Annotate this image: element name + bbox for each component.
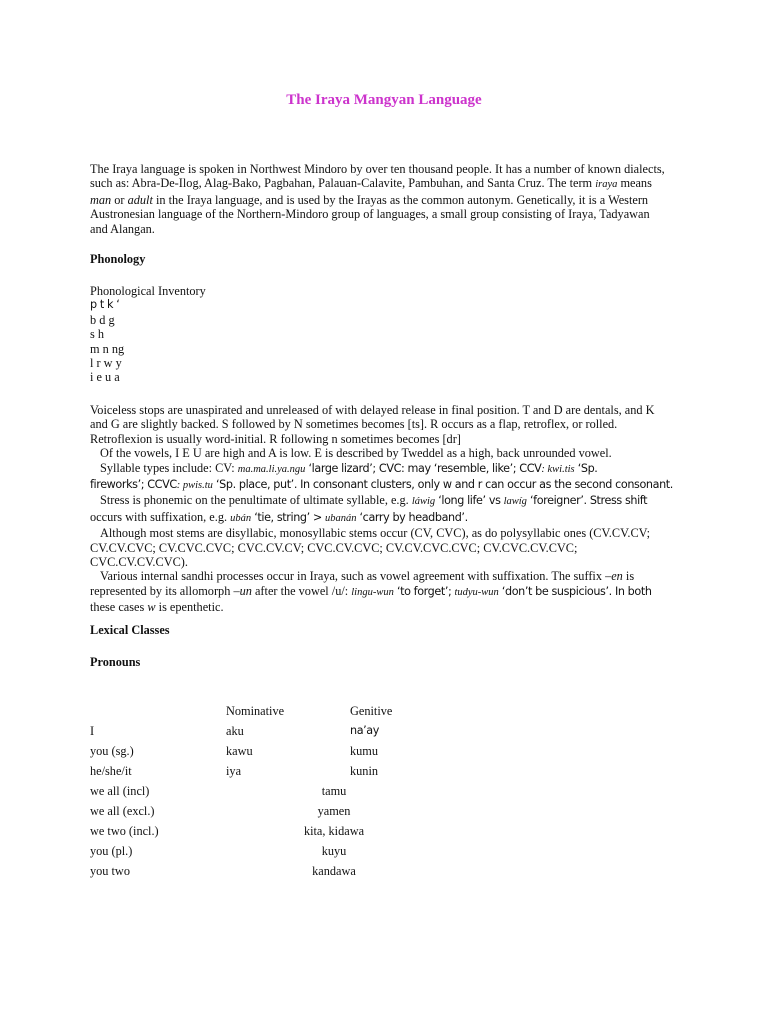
person-cell: we all (incl) bbox=[90, 784, 150, 798]
intro-line-3 bbox=[90, 193, 680, 207]
nominative-cell: aku bbox=[226, 724, 244, 738]
stress-line bbox=[90, 510, 680, 526]
inventory-row: m n ng bbox=[90, 341, 125, 356]
intro-line-4: Austronesian language of the Northern-Mindoro group of languages, a small group consisting of Iraya, Tadyawan bbox=[90, 207, 650, 222]
text-span: ‘Sp. place, put’. In consonant clusters, only w and r can occur as the second consonant. bbox=[216, 478, 673, 492]
shared-form-cell: yamen bbox=[317, 804, 351, 818]
shared-form-cell: tamu bbox=[321, 784, 347, 798]
text-span: is epenthetic. bbox=[158, 600, 224, 615]
example-word: tudyu-wun bbox=[454, 586, 499, 598]
description-line: Voiceless stops are unaspirated and unreleased of with delayed release in final position. T and D are dentals, and K bbox=[90, 403, 655, 417]
person-cell: you two bbox=[90, 864, 130, 878]
table-row bbox=[90, 844, 690, 864]
text-span: these cases bbox=[90, 600, 145, 615]
document-title: The Iraya Mangyan Language bbox=[286, 92, 482, 108]
shared-form-cell: kita, kidawa bbox=[303, 824, 365, 838]
intro-text: or bbox=[114, 192, 125, 207]
shared-form-cell: kandawa bbox=[312, 864, 356, 878]
table-row bbox=[90, 744, 690, 764]
intro-line-2 bbox=[90, 176, 680, 192]
syllable-types-line bbox=[90, 461, 680, 477]
phonological-inventory bbox=[90, 284, 680, 385]
person-cell: you (pl.) bbox=[90, 844, 133, 858]
sandhi-line bbox=[90, 584, 680, 600]
text-span: ‘carry by headband’. bbox=[359, 510, 468, 524]
genitive-cell: na’ay bbox=[350, 724, 379, 737]
shared-form-cell: kuyu bbox=[321, 844, 347, 858]
person-cell: he/she/it bbox=[90, 764, 132, 778]
text-span: Various internal sandhi processes occur in Iraya, such as vowel agreement with suffixation. The suffix bbox=[100, 569, 602, 584]
text-span: ‘tie, string’ > bbox=[254, 510, 322, 524]
person-cell: I bbox=[90, 724, 95, 738]
syllable-types-line bbox=[90, 477, 680, 493]
text-span: ‘foreigner’. Stress shift bbox=[530, 494, 648, 508]
stress-line bbox=[90, 493, 680, 509]
intro-text: in the Iraya language, and is used by the Irayas as the common autonym. Genetically, it is a Western bbox=[155, 192, 649, 207]
table-row bbox=[90, 784, 690, 804]
description-line: CV.CV.CVC; CV.CVC.CVC; CVC.CV.CV; CVC.CV.CVC; CV.CV.CVC.CVC; CV.CVC.CV.CVC; bbox=[90, 540, 578, 555]
text-span: ‘long life’ vs bbox=[438, 494, 501, 508]
inventory-row: p t k ‘ bbox=[90, 298, 120, 312]
example-word: : pwis.tu bbox=[176, 480, 213, 492]
heading-phonology: Phonology bbox=[90, 252, 146, 266]
heading-lexical-classes: Lexical Classes bbox=[90, 623, 170, 637]
example-word: ubán bbox=[230, 512, 252, 524]
text-span: is bbox=[625, 569, 635, 584]
person-cell: you (sg.) bbox=[90, 744, 134, 758]
example-word: –un bbox=[233, 583, 252, 598]
description-line: CVC.CV.CV.CVC). bbox=[90, 555, 188, 570]
text-span: fireworks’; CCVC bbox=[90, 478, 177, 492]
text-span: occurs with suffixation, e.g. bbox=[90, 509, 228, 524]
term-man: man bbox=[90, 192, 112, 207]
table-row bbox=[90, 724, 690, 744]
person-cell: we all (excl.) bbox=[90, 804, 155, 818]
inventory-row: b d g bbox=[90, 312, 115, 327]
example-word: –en bbox=[605, 569, 623, 584]
description-line: Of the vowels, I E U are high and A is low. E is described by Tweddel as a high, back unrounded vowel. bbox=[100, 446, 612, 461]
text-span: represented by its allomorph bbox=[90, 583, 231, 598]
text-span: ‘large lizard’; CVC: may ‘resemble, like’; CCV bbox=[308, 461, 542, 475]
nominative-cell: iya bbox=[226, 764, 242, 778]
table-row bbox=[90, 824, 690, 844]
intro-text: means bbox=[620, 176, 652, 191]
heading-pronouns: Pronouns bbox=[90, 655, 141, 669]
table-row bbox=[90, 804, 690, 824]
table-row bbox=[90, 764, 690, 784]
sandhi-line bbox=[90, 600, 680, 614]
intro-line-1: The Iraya language is spoken in Northwest Mindoro by over ten thousand people. It has a number of known dialects, bbox=[90, 162, 665, 176]
text-span: Syllable types include: CV: bbox=[100, 460, 235, 475]
table-header-row bbox=[90, 704, 690, 724]
example-word: ma.ma.li.ya.ngu bbox=[237, 463, 306, 475]
description-line: Retroflexion is usually word-initial. R following n sometimes becomes [dr] bbox=[90, 431, 461, 446]
col-nominative-header: Nominative bbox=[226, 704, 285, 718]
intro-line-5: and Alangan. bbox=[90, 221, 155, 236]
description-line: and G are slightly backed. S followed by N sometimes becomes [ts]. R occurs as a flap, retroflex, or rolled. bbox=[90, 417, 618, 432]
sandhi-line bbox=[90, 569, 680, 583]
inventory-row: i e u a bbox=[90, 370, 120, 385]
text-span: ‘don’t be suspicious’. In both bbox=[501, 584, 652, 598]
inventory-label: Phonological Inventory bbox=[90, 284, 206, 298]
example-word: : kwi.tis bbox=[541, 463, 575, 475]
inventory-row: s h bbox=[90, 327, 105, 342]
term-iraya: iraya bbox=[595, 179, 618, 191]
phonology-description bbox=[90, 403, 680, 615]
table-row bbox=[90, 864, 690, 884]
text-span: Stress is phonemic on the penultimate of ultimate syllable, e.g. bbox=[100, 493, 409, 508]
example-word: lingu-wun bbox=[351, 586, 394, 598]
term-adult: adult bbox=[127, 192, 153, 207]
genitive-cell: kumu bbox=[350, 744, 379, 758]
intro-text: such as: Abra-De-Ilog, Alag-Bako, Pagbahan, Palauan-Calavite, Pambuhan, and Santa Cruz. The term bbox=[90, 176, 593, 191]
example-word: láwig bbox=[411, 496, 436, 508]
example-word: lawíg bbox=[503, 496, 527, 508]
description-line: Although most stems are disyllabic, monosyllabic stems occur (CV, CVC), as do polysyllabic ones (CV.CV.CV; bbox=[100, 526, 651, 541]
nominative-cell: kawu bbox=[226, 744, 253, 758]
example-word: ubanán bbox=[324, 512, 357, 524]
text-span: after the vowel /u/: bbox=[254, 583, 349, 598]
genitive-cell: kunin bbox=[350, 764, 379, 778]
text-span: ‘to forget’; bbox=[396, 584, 452, 598]
text-span: ‘Sp. bbox=[577, 461, 598, 475]
pronoun-table bbox=[90, 704, 690, 884]
intro-paragraph bbox=[90, 162, 680, 236]
example-word: w bbox=[147, 600, 156, 615]
col-genitive-header: Genitive bbox=[350, 704, 393, 718]
inventory-row: l r w y bbox=[90, 356, 122, 371]
person-cell: we two (incl.) bbox=[90, 824, 159, 838]
